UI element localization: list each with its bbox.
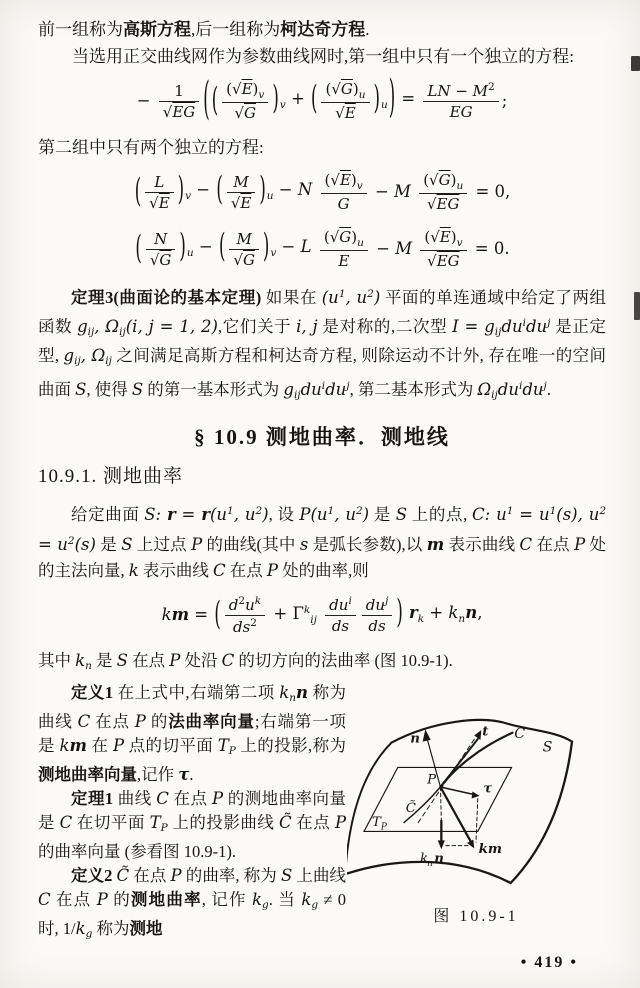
fraction-bar: [320, 250, 368, 251]
fraction-denominator: ds: [331, 617, 350, 635]
fig-label-km: km: [478, 840, 503, 857]
fraction-numerator: M: [236, 229, 252, 248]
km-vector-line: [440, 787, 471, 843]
fraction: [159, 82, 200, 121]
tau-vector-line: [440, 787, 476, 795]
fraction-denominator: √E: [230, 193, 252, 212]
left-text-column: [38, 681, 346, 946]
fraction-denominator: √EG: [427, 252, 460, 271]
fraction-numerator: $(√E)_v$: [424, 227, 463, 249]
fraction-bar: [159, 101, 200, 102]
math-segment: )$_v$ − (: [177, 169, 223, 208]
fig-label-TP-T: T: [372, 815, 381, 831]
normal-arrowhead: [423, 729, 431, 741]
fig-label-P: P: [427, 772, 437, 788]
fraction-denominator: G: [337, 195, 350, 214]
fraction-denominator: √G: [233, 250, 255, 269]
fraction-numerator: LN − $M^2$: [427, 81, 495, 100]
paragraph-setup: 给定曲面 S: $r = r(u^1$, $u^2$), 设 $P(u^1$, $u^2$) 是 S 上的点, C: $u^1 = u^1(s)$, $u^2 = u^2(s)$ 是 S 上过点 P 的曲线(其中 s 是弧长参数),以 m 表示曲线 C 在点 P 处的主法向量, k 表示曲线 C 在点 P 处的曲率,则: [38, 505, 607, 580]
paragraph-kn-note: 其中 kn 是 S 在点 P 处沿 C 的切方向的法曲率 (图 10.9-1).: [38, 651, 453, 672]
math-segment: = 0.: [469, 238, 510, 258]
math-segment: = 0,: [470, 181, 511, 201]
fraction: [321, 171, 367, 214]
fraction-bar: [146, 249, 176, 250]
fraction-denominator: EG: [449, 103, 473, 121]
knn-dashed-part: [440, 787, 441, 821]
fraction: [145, 173, 174, 212]
fraction-numerator: N: [154, 229, 168, 248]
fraction-denominator: √G: [149, 250, 172, 269]
scan-artifact: [631, 56, 640, 71]
formula-geodesic-curvature-vector: [38, 591, 606, 639]
fraction: [362, 595, 393, 635]
math-segment: )$_v - L$: [262, 226, 317, 265]
formula-gauss-equation: [38, 71, 606, 125]
fraction: [321, 80, 369, 123]
formula-codazzi-1: [38, 168, 606, 216]
fraction: [420, 228, 466, 271]
two-column-region: [38, 681, 606, 946]
formula-codazzi-2: [38, 225, 606, 273]
surface-right-edge: [511, 742, 572, 883]
tau-arrowhead: [472, 791, 480, 798]
math-segment: + $\Gamma^k_{ij}$: [268, 603, 317, 626]
fig-label-t: t: [482, 723, 489, 740]
dashed-vertical-completion: [476, 799, 478, 843]
fraction-numerator: $d^2u^k$: [228, 594, 262, 614]
fraction: [229, 230, 259, 269]
fraction-denominator: √EG: [162, 102, 196, 121]
math-segment: ( (: [203, 72, 219, 124]
fraction: [222, 80, 268, 123]
fraction-denominator: √EG: [426, 195, 460, 214]
fraction-numerator: $(√G)_u$: [325, 79, 366, 101]
fig-label-n: n: [410, 730, 420, 747]
fraction-bar: [325, 615, 356, 616]
fraction: [325, 595, 356, 635]
fraction: [423, 81, 498, 121]
math-segment: − M: [369, 181, 417, 201]
math-segment: )$_u$) =: [373, 71, 421, 123]
fraction-numerator: $du^j$: [365, 595, 389, 614]
paragraph-second-group: 第二组中只有两个独立的方程:: [38, 138, 264, 157]
page-number: • 419 •: [520, 954, 578, 971]
fraction-bar: [225, 615, 265, 616]
fraction-denominator: $ds^2$: [232, 616, 257, 636]
math-segment: ;: [501, 90, 508, 110]
fig-label-kn-n: n: [434, 850, 444, 867]
fraction-numerator: L: [154, 172, 165, 191]
fraction-numerator: M: [233, 172, 249, 191]
fraction-bar: [321, 193, 367, 194]
math-segment: ) $r_k + k_nn$,: [396, 592, 483, 631]
fraction-denominator: √E: [335, 104, 356, 123]
fraction-numerator: 1: [174, 81, 184, 100]
fraction-numerator: $(√G)_u$: [423, 170, 464, 192]
math-segment: )$_u - N$: [259, 169, 318, 208]
paragraph-definition-1: 定义1 在上式中,右端第二项 knn 称为曲线 C 在点 P 的法曲率向量;右端第一项是 km 在 P 点的切平面 TP 上的投影,称为测地曲率向量,记作 τ.: [38, 683, 347, 784]
fraction: [146, 230, 176, 269]
subsection-heading: 10.9.1. 测地曲率: [38, 466, 184, 487]
fig-label-kn-sub: n: [427, 859, 433, 870]
fig-label-tau: τ: [483, 780, 493, 797]
fraction-bar: [227, 192, 256, 193]
fraction: [320, 228, 368, 271]
paragraph-orthogonal-net: 当选用正交曲线网作为参数曲线网时,第一组中只有一个独立的方程:: [72, 47, 574, 66]
knn-arrowhead: [438, 840, 445, 849]
math-segment: km = (: [161, 594, 221, 633]
fig-label-TP-sub: P: [380, 822, 387, 833]
paragraph-theorem-1: 定理1 曲线 C 在点 P 的测地曲率向量是 C 在切平面 TP 上的投影曲线 C̃ 在点 P 的曲率向量 (参看图 10.9-1).: [38, 789, 347, 861]
fraction-numerator: $(√E)_v$: [226, 79, 265, 101]
section-heading: § 10.9 测地曲率．测地线: [194, 425, 450, 449]
fraction: [225, 595, 265, 636]
math-segment: (: [134, 171, 142, 210]
figure-10-9-1-diagram: [347, 691, 605, 899]
math-segment: − M: [370, 238, 418, 258]
fig-label-S: S: [542, 739, 553, 756]
surface-left-edge: [347, 743, 392, 874]
fraction-numerator: $du^i$: [329, 595, 352, 614]
fraction-denominator: E: [338, 252, 350, 271]
figure-caption: 图 10.9-1: [433, 908, 519, 925]
figure-column: [346, 681, 606, 946]
fraction-denominator: ds: [368, 617, 386, 635]
fraction-numerator: $(√G)_u$: [323, 227, 364, 249]
math-segment: −: [136, 90, 156, 110]
math-segment: (: [135, 228, 142, 267]
fraction-bar: [362, 615, 393, 616]
fraction: [227, 173, 256, 212]
fig-label-kn-k: k: [420, 851, 429, 867]
fraction-bar: [145, 192, 174, 193]
paragraph-theorem-3: 定理3(曲面论的基本定理) 如果在 ($u^1$, $u^2$) 平面的单连通域中给定了两组函数 gij, Ωij(i, j = 1, 2),它们关于 i, j 是对称的,二次型 $I = gijdu^idu^j$ 是正定型, gij, Ωij 之间满足高斯方程和柯达奇方程, 则除运动不计外, 存在唯一的空间曲面 S, 使得 S 的第一基本形式为 $gijdu^idu^j$, 第二基本形式为 $\Omega ijdu^idu^j$.: [38, 288, 607, 401]
fig-label-C: C: [514, 726, 526, 743]
paragraph-gauss-codazzi-naming: 前一组称为高斯方程,后一组称为柯达奇方程.: [38, 20, 370, 39]
fig-label-C-tilde: C̃: [405, 800, 416, 816]
fraction-denominator: √G: [234, 104, 257, 123]
math-segment: )$_u$ − (: [179, 226, 226, 265]
fraction-numerator: $(√E)_v$: [324, 170, 363, 192]
fraction-bar: [423, 101, 498, 102]
fraction-denominator: √E: [149, 193, 170, 212]
math-segment: )$_v$ + (: [272, 78, 318, 117]
scan-artifact: [634, 292, 640, 320]
paragraph-definition-2: 定义2 C̃ 在点 P 的曲率, 称为 S 上曲线 C 在点 P 的测地曲率, 记作 kg. 当 kg ≠ 0 时, 1/kg 称为测地: [38, 866, 347, 940]
fraction-bar: [229, 249, 259, 250]
fraction: [419, 171, 467, 214]
